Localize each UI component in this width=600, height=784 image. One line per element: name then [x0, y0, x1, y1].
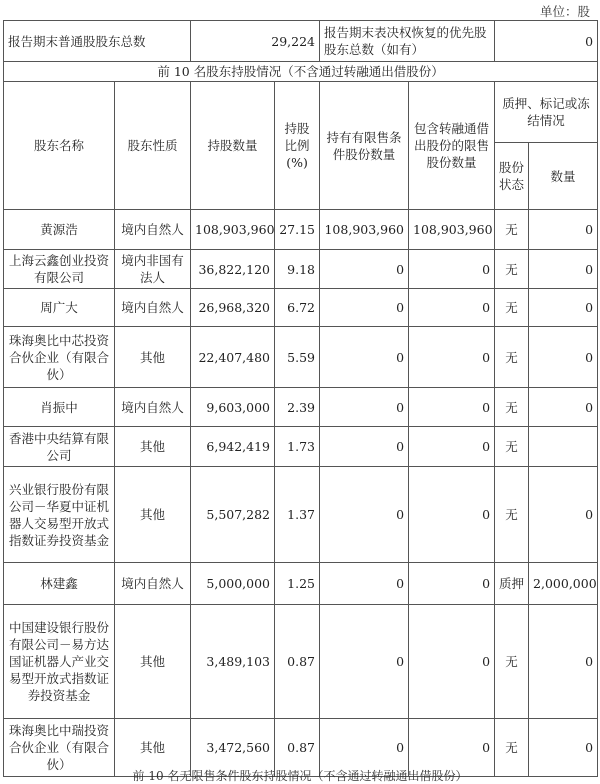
total-common-holders-label: 报告期末普通股股东总数 [4, 21, 191, 62]
restricted-lending-shares: 0 [409, 563, 495, 605]
restricted-shares: 0 [320, 427, 409, 467]
data-rows [4, 210, 598, 783]
shares-held: 36,822,120 [191, 250, 275, 289]
pledge-quantity: 0 [529, 719, 598, 777]
shareholder-nature: 其他 [115, 427, 191, 467]
shares-held: 108,903,960 [191, 210, 275, 250]
table-row [4, 210, 598, 250]
total-preferred-holders-label: 报告期末表决权恢复的优先股股东总数（如有） [320, 21, 495, 62]
pledge-status: 无 [495, 605, 529, 719]
restricted-shares: 108,903,960 [320, 210, 409, 250]
holding-ratio: 5.59 [275, 327, 320, 388]
pledge-quantity: 0 [529, 467, 598, 563]
table-row [4, 388, 598, 427]
holding-ratio: 2.39 [275, 388, 320, 427]
restricted-shares: 0 [320, 250, 409, 289]
section-title-row [4, 62, 598, 82]
holding-ratio: 1.73 [275, 427, 320, 467]
total-common-holders-value: 29,224 [191, 21, 320, 62]
holding-ratio: 0.87 [275, 605, 320, 719]
shareholder-nature: 境内自然人 [115, 210, 191, 250]
total-preferred-holders-value: 0 [495, 21, 598, 62]
restricted-shares: 0 [320, 467, 409, 563]
pledge-status: 无 [495, 289, 529, 327]
pledge-quantity: 2,000,000 [529, 563, 598, 605]
shareholder-table [3, 20, 598, 783]
pledge-status: 无 [495, 388, 529, 427]
shares-held: 22,407,480 [191, 327, 275, 388]
holding-ratio: 1.25 [275, 563, 320, 605]
shareholder-name: 黄源浩 [4, 210, 115, 250]
table-row [4, 605, 598, 719]
restricted-lending-shares: 0 [409, 605, 495, 719]
table-row [4, 289, 598, 327]
pledge-quantity: 0 [529, 605, 598, 719]
holding-ratio: 1.37 [275, 467, 320, 563]
pledge-status: 无 [495, 719, 529, 777]
restricted-shares: 0 [320, 605, 409, 719]
pledge-status: 无 [495, 327, 529, 388]
shareholder-name: 林建鑫 [4, 563, 115, 605]
pledge-status: 无 [495, 250, 529, 289]
shares-held: 3,489,103 [191, 605, 275, 719]
restricted-lending-shares: 0 [409, 250, 495, 289]
restricted-lending-shares: 108,903,960 [409, 210, 495, 250]
restricted-lending-shares: 0 [409, 388, 495, 427]
restricted-lending-shares: 0 [409, 467, 495, 563]
header-ratio: 持股比例(%) [275, 82, 320, 210]
shareholder-name: 珠海奥比中芯投资合伙企业（有限合伙） [4, 327, 115, 388]
pledge-status: 无 [495, 210, 529, 250]
shareholder-name: 中国建设银行股份有限公司－易方达国证机器人产业交易型开放式指数证券投资基金 [4, 605, 115, 719]
pledge-status: 质押 [495, 563, 529, 605]
summary-row [4, 21, 598, 62]
unit-label: 单位：股 [539, 4, 590, 19]
restricted-shares: 0 [320, 327, 409, 388]
shareholder-nature: 境内非国有法人 [115, 250, 191, 289]
header-pledge-group: 质押、标记或冻结情况 [495, 82, 598, 143]
restricted-lending-shares: 0 [409, 719, 495, 777]
header-row [4, 82, 598, 143]
shares-held: 5,507,282 [191, 467, 275, 563]
shares-held: 9,603,000 [191, 388, 275, 427]
table-row [4, 563, 598, 605]
shareholder-name: 珠海奥比中瑞投资合伙企业（有限合伙） [4, 719, 115, 777]
table-row [4, 327, 598, 388]
holding-ratio: 27.15 [275, 210, 320, 250]
pledge-quantity: 0 [529, 327, 598, 388]
shares-held: 6,942,419 [191, 427, 275, 467]
shareholder-name: 兴业银行股份有限公司－华夏中证机器人交易型开放式指数证券投资基金 [4, 467, 115, 563]
pledge-quantity: 0 [529, 210, 598, 250]
header-restricted: 持有有限售条件股份数量 [320, 82, 409, 210]
header-name: 股东名称 [4, 82, 115, 210]
table-row [4, 427, 598, 467]
restricted-lending-shares: 0 [409, 289, 495, 327]
pledge-quantity: 0 [529, 250, 598, 289]
section-title: 前 10 名股东持股情况（不含通过转融通出借股份） [4, 62, 598, 82]
shareholder-nature: 其他 [115, 719, 191, 777]
shareholder-nature: 境内自然人 [115, 289, 191, 327]
restricted-shares: 0 [320, 388, 409, 427]
restricted-shares: 0 [320, 563, 409, 605]
restricted-shares: 0 [320, 719, 409, 777]
restricted-lending-shares: 0 [409, 427, 495, 467]
restricted-lending-shares: 0 [409, 327, 495, 388]
shareholder-nature: 境内自然人 [115, 563, 191, 605]
shares-held: 5,000,000 [191, 563, 275, 605]
holding-ratio: 6.72 [275, 289, 320, 327]
holding-ratio: 0.87 [275, 719, 320, 777]
pledge-quantity: 0 [529, 289, 598, 327]
shares-held: 3,472,560 [191, 719, 275, 777]
shares-held: 26,968,320 [191, 289, 275, 327]
pledge-status: 无 [495, 427, 529, 467]
pledge-status: 无 [495, 467, 529, 563]
header-pledge-status: 股份状态 [495, 143, 529, 210]
pledge-quantity: 0 [529, 388, 598, 427]
header-shares: 持股数量 [191, 82, 275, 210]
header-restricted-lending: 包含转融通借出股份的限售股份数量 [409, 82, 495, 210]
next-section-title-partial: 前 10 名无限售条件股东持股情况（不含通过转融通出借股份） [132, 769, 468, 783]
shareholder-name: 香港中央结算有限公司 [4, 427, 115, 467]
shareholder-nature: 境内自然人 [115, 388, 191, 427]
header-nature: 股东性质 [115, 82, 191, 210]
header-pledge-qty: 数量 [529, 143, 598, 210]
shareholder-name: 上海云鑫创业投资有限公司 [4, 250, 115, 289]
shareholder-name: 肖振中 [4, 388, 115, 427]
shareholder-name: 周广大 [4, 289, 115, 327]
pledge-quantity [529, 427, 598, 467]
shareholder-nature: 其他 [115, 327, 191, 388]
holding-ratio: 9.18 [275, 250, 320, 289]
table-row [4, 467, 598, 563]
table-row [4, 250, 598, 289]
shareholder-nature: 其他 [115, 605, 191, 719]
restricted-shares: 0 [320, 289, 409, 327]
shareholder-nature: 其他 [115, 467, 191, 563]
